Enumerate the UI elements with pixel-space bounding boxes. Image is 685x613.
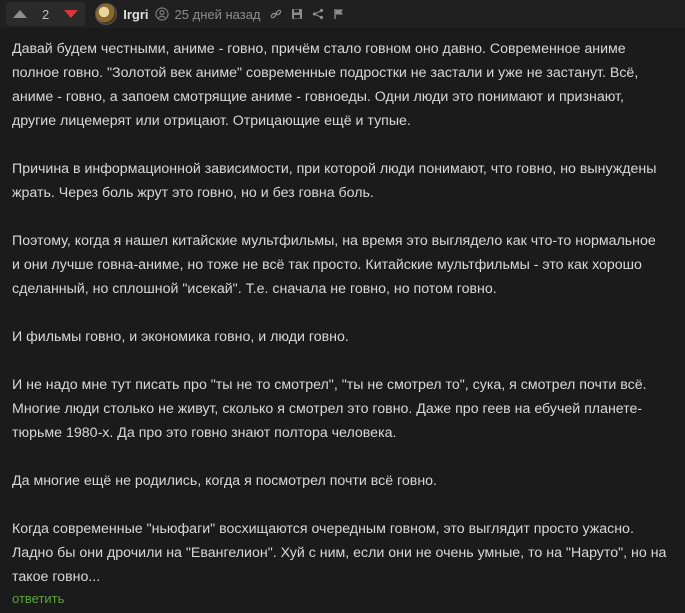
triangle-up-icon	[13, 10, 27, 18]
link-icon[interactable]	[270, 8, 282, 20]
flag-icon[interactable]	[333, 8, 345, 20]
comment-body	[12, 37, 677, 613]
comment-paragraph	[12, 229, 677, 301]
triangle-down-icon	[64, 10, 78, 18]
comment-text-line: полное говно. "Золотой век аниме" современные подростки не застали и уже не застанут. Всё,	[12, 65, 639, 81]
vote-down-button[interactable]	[57, 2, 85, 26]
comment-text-line: другие лицемерят или отрицают. Отрицающие ещё и тупые.	[12, 113, 411, 129]
rating-count: 2	[34, 2, 57, 26]
vote-up-button[interactable]	[6, 2, 34, 26]
comment-text-line: Да многие ещё не родились, когда я посмотрел почти всё говно.	[12, 473, 437, 489]
comment-text-line: Ладно бы они дрочили на "Евангелион". Хуй с ним, если они не очень умные, то на "Наруто", но на	[12, 545, 667, 561]
share-icon[interactable]	[312, 8, 324, 20]
comment-paragraph	[12, 517, 677, 589]
user-circle-icon	[155, 7, 169, 21]
comment-date[interactable]: 25 дней назад	[174, 6, 261, 22]
comment-text-line: Причина в информационной зависимости, при которой люди понимают, что говно, но вынуждены	[12, 161, 657, 177]
comment-text-line: И фильмы говно, и экономика говно, и люди говно.	[12, 329, 349, 345]
comment-text-line: Когда современные "ньюфаги" восхищаются очередным говном, это выглядит просто ужасно.	[12, 521, 634, 537]
comment-paragraph	[12, 157, 677, 205]
reply-link[interactable]: ответить	[12, 591, 65, 606]
comment-text-line: аниме - говно, а запоем смотрящие аниме - говноеды. Одни люди это понимают и признают,	[12, 89, 624, 105]
comment-text-line: тюрьме 1980-х. Да про это говно знают полтора человека.	[12, 425, 397, 441]
comment-text-line: и они лучше говна-аниме, но тоже не всё так просто. Китайские мультфильмы - это как хорошо	[12, 257, 642, 273]
floppy-disk-icon[interactable]	[291, 8, 303, 20]
comment-paragraph	[12, 325, 677, 349]
comment-paragraph	[12, 37, 677, 133]
comment-text-line: жрать. Через боль жрут это говно, но и без говна боль.	[12, 185, 374, 201]
comment-text-line: такое говно...	[12, 569, 101, 585]
comment-text-line: Давай будем честными, аниме - говно, причём стало говном оно давно. Современное аниме	[12, 41, 626, 57]
comment-text-line: Многие люди столько не живут, сколько я смотрел это говно. Даже про геев на ебучей планете-	[12, 401, 643, 417]
comment-text-line: сделанный, но сплошной "исекай". Т.е. сначала не говно, но потом говно.	[12, 281, 497, 297]
username[interactable]: Irgri	[123, 6, 149, 22]
vote-block	[6, 2, 85, 26]
comment-text-line: И не надо мне тут писать про "ты не то смотрел", "ты не смотрел то", сука, я смотрел почти всё.	[12, 377, 647, 393]
comment-text-line: Поэтому, когда я нашел китайские мультфильмы, на время это выглядело как что-то нормальное	[12, 233, 656, 249]
comment-paragraph	[12, 373, 677, 445]
comment-header	[0, 0, 685, 28]
avatar[interactable]	[95, 3, 117, 25]
comment-paragraph	[12, 469, 677, 493]
